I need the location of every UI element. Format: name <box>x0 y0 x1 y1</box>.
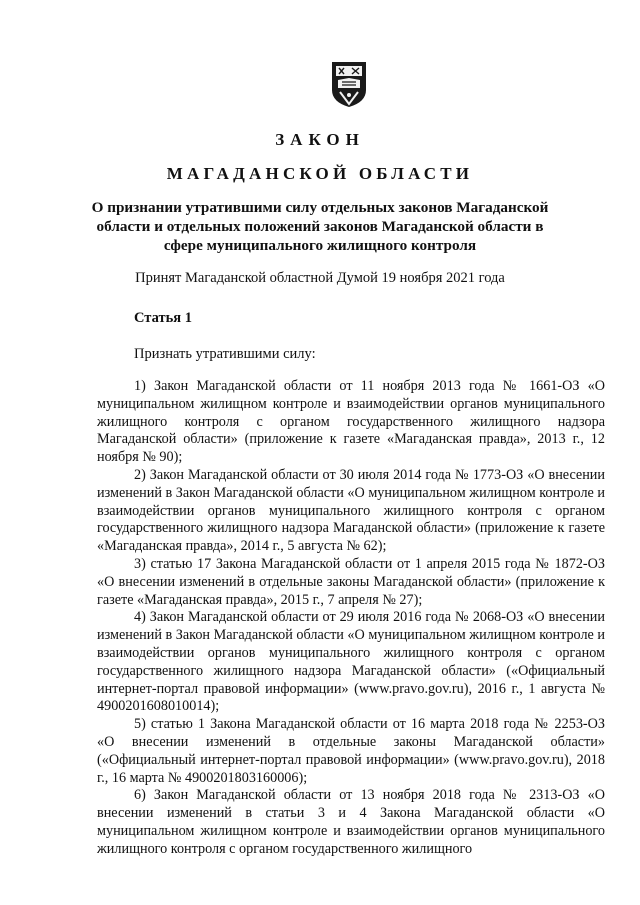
law-subject: О признании утратившими силу отдельных законов Магаданской области и отдельных положений законов Магаданской области в сфере муниципального жилищного контроля <box>91 199 549 254</box>
coat-of-arms-icon <box>330 60 368 108</box>
list-item: 6) Закон Магаданской области от 13 ноября 2018 года № 2313-ОЗ «О внесении изменений в статьи 3 и 4 Закона Магаданской области «О муниципальном жилищном контроле и взаимодействии органов муниципального жилищного контроля с органом государственного жилищного <box>97 787 605 857</box>
adoption-note: Принят Магаданской областной Думой 19 ноября 2021 года <box>135 270 505 286</box>
list-item: 3) статью 17 Закона Магаданской области от 1 апреля 2015 года № 1872-ОЗ «О внесении изменений в отдельные законы Магаданской области» (приложение к газете «Магаданская правда», 2015 г., 7 апреля № 27); <box>97 555 605 608</box>
list-item: 2) Закон Магаданской области от 30 июля 2014 года № 1773-ОЗ «О внесении изменений в Закон Магаданской области «О муниципальном жилищном контроле и взаимодействии органов муниципального жилищного контроля с органом государственного жилищного надзора Магаданской области» (приложение к газете «Магаданская правда», 2014 г., 5 августа № 62); <box>97 466 605 555</box>
list-item: 1) Закон Магаданской области от 11 ноября 2013 года № 1661-ОЗ «О муниципальном жилищном контроле и взаимодействии органов муниципального жилищного контроля с органом государственного жилищного надзора Магаданской области» (приложение к газете «Магаданская правда», 2013 г., 12 ноября № 90); <box>97 378 605 466</box>
law-title: ЗАКОН <box>275 130 365 149</box>
article-heading: Статья 1 <box>134 310 192 326</box>
article-intro: Признать утратившими силу: <box>134 346 316 362</box>
list-item: 5) статью 1 Закона Магаданской области от 16 марта 2018 года № 2253-ОЗ «О внесении изменений в отдельные законы Магаданской области» («Официальный интернет-портал правовой информации» (www.pravo.gov.ru), 2018 г., 16 марта № 4900201803160006); <box>97 716 605 786</box>
article-items <box>97 378 605 859</box>
region-title: МАГАДАНСКОЙ ОБЛАСТИ <box>166 164 474 183</box>
list-item: 4) Закон Магаданской области от 29 июля 2016 года № 2068-ОЗ «О внесении изменений в Закон Магаданской области «О муниципальном жилищном контроле и взаимодействии органов муниципального жилищного контроля с органом государственного жилищного надзора Магаданской области» («Официальный интернет-портал правовой информации» (www.pravo.gov.ru), 2016 г., 1 августа № 4900201608010014); <box>97 609 605 715</box>
